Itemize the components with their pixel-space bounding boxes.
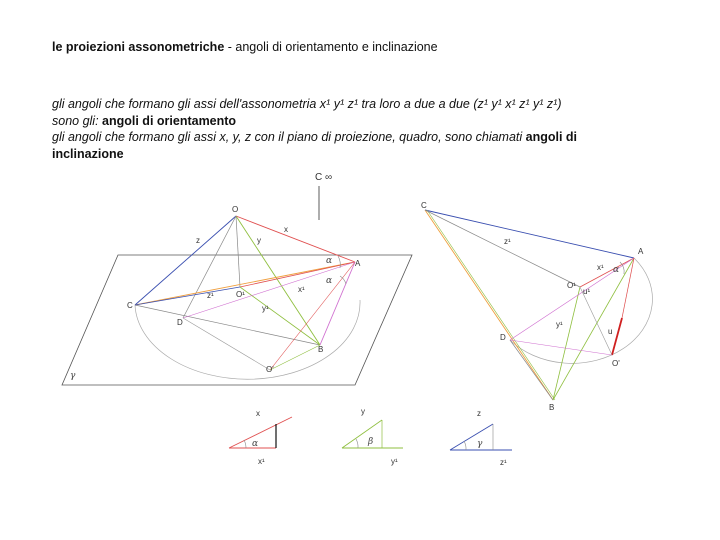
triangle-y <box>342 407 403 466</box>
label-z: z <box>196 236 200 245</box>
label-b: B <box>318 345 324 354</box>
picture-plane <box>62 255 412 385</box>
right-figure <box>421 201 652 412</box>
label-gamma-plane: γ <box>70 371 76 381</box>
triangle-y-axis-label: y <box>361 407 365 416</box>
triangle-x <box>229 409 292 466</box>
label-c-right: C <box>421 201 427 210</box>
angle-arc-a1 <box>338 256 340 268</box>
left-figure <box>62 172 412 385</box>
a-to-o-bottom <box>270 262 355 370</box>
oprime-to-a-right <box>622 258 634 318</box>
axis-z-right <box>425 210 634 258</box>
o-to-o1 <box>236 216 240 287</box>
label-o1-right: O¹ <box>567 281 576 290</box>
triangle-z-axis-label: z <box>477 409 481 418</box>
axis-y1-right <box>553 287 580 400</box>
axis-z1 <box>135 287 240 305</box>
label-x1-right: x¹ <box>597 263 604 272</box>
triangle-x-proj-label: x¹ <box>258 457 265 466</box>
construction-arc <box>135 300 360 379</box>
term-inclination-angles-a: angoli di <box>525 130 578 144</box>
label-u1-right: u¹ <box>583 287 591 296</box>
axis-z <box>135 216 236 305</box>
d-to-o-bottom <box>183 318 270 370</box>
triangle-y-hypotenuse <box>342 420 382 448</box>
label-d-right: D <box>500 333 506 342</box>
label-x1: x¹ <box>298 285 305 294</box>
c-to-o1-right <box>425 210 580 287</box>
axis-y <box>236 216 320 345</box>
edge-c-a <box>135 262 355 305</box>
label-d: D <box>177 318 183 327</box>
label-b-right: B <box>549 403 555 412</box>
edge-c-b-right-2 <box>427 210 555 400</box>
label-u-right: u <box>608 327 613 336</box>
label-o1: O¹ <box>236 290 245 299</box>
label-y1-right: y¹ <box>556 320 563 329</box>
label-a-right: A <box>638 247 644 256</box>
triangle-z-proj-label: z¹ <box>500 458 507 467</box>
d-to-oprime-right <box>510 340 612 355</box>
triangle-z-angle-label: γ <box>477 439 483 449</box>
label-y: y <box>257 236 261 245</box>
label-y1: y¹ <box>262 304 269 313</box>
text-line-2-prefix: sono gli: <box>52 113 103 128</box>
label-c-inf: C ∞ <box>315 172 333 183</box>
triangle-z-hypotenuse <box>450 424 493 450</box>
label-x: x <box>284 225 288 234</box>
edge-a-b <box>320 262 355 345</box>
triangle-y-angle-arc <box>356 439 358 448</box>
label-z1: z¹ <box>207 291 214 300</box>
triangle-x-angle-arc <box>244 440 246 448</box>
title-bold: le proiezioni assonometriche <box>52 40 225 54</box>
triangle-y-angle-label: β <box>368 437 374 447</box>
triangle-x-angle-label: α <box>252 439 259 449</box>
triangle-y-proj-label: y¹ <box>391 457 398 466</box>
d-to-b-right <box>510 340 553 400</box>
text-line-3-prefix: gli angoli che formano gli assi x, y, z con il piano di proiezione, quadro, sono chiamati <box>52 130 526 144</box>
o-to-d <box>183 216 236 318</box>
d-to-a <box>183 262 355 318</box>
label-oprime-right: O' <box>612 359 620 368</box>
axis-x1 <box>240 262 355 287</box>
label-a: A <box>355 259 361 268</box>
triangle-x-hypotenuse <box>229 417 292 448</box>
title-rest: - angoli di orientamento e inclinazione <box>224 40 438 54</box>
b-to-o-bottom <box>270 345 320 370</box>
label-z1-right: z¹ <box>504 237 511 246</box>
label-c: C <box>127 301 133 310</box>
edge-c-b-right <box>425 210 553 400</box>
label-alpha-right: α <box>613 265 620 275</box>
text-line-1: gli angoli che formano gli assi dell'assonometria x¹ y¹ z¹ tra loro a due a due (z¹ y¹ x¹ z¹ y¹ z¹) <box>52 97 562 111</box>
triangle-x-axis-label: x <box>256 409 260 418</box>
triangle-z-angle-arc <box>464 441 466 450</box>
label-alpha-2: α <box>326 276 333 286</box>
label-o: O <box>232 205 239 214</box>
term-orientation-angles: angoli di orientamento <box>102 113 237 128</box>
segment-u-right <box>612 318 622 355</box>
label-o-bottom: O' <box>266 365 274 374</box>
triangle-z <box>450 409 512 467</box>
term-inclination-angles-b: inclinazione <box>52 146 124 161</box>
label-alpha-1: α <box>326 256 333 266</box>
